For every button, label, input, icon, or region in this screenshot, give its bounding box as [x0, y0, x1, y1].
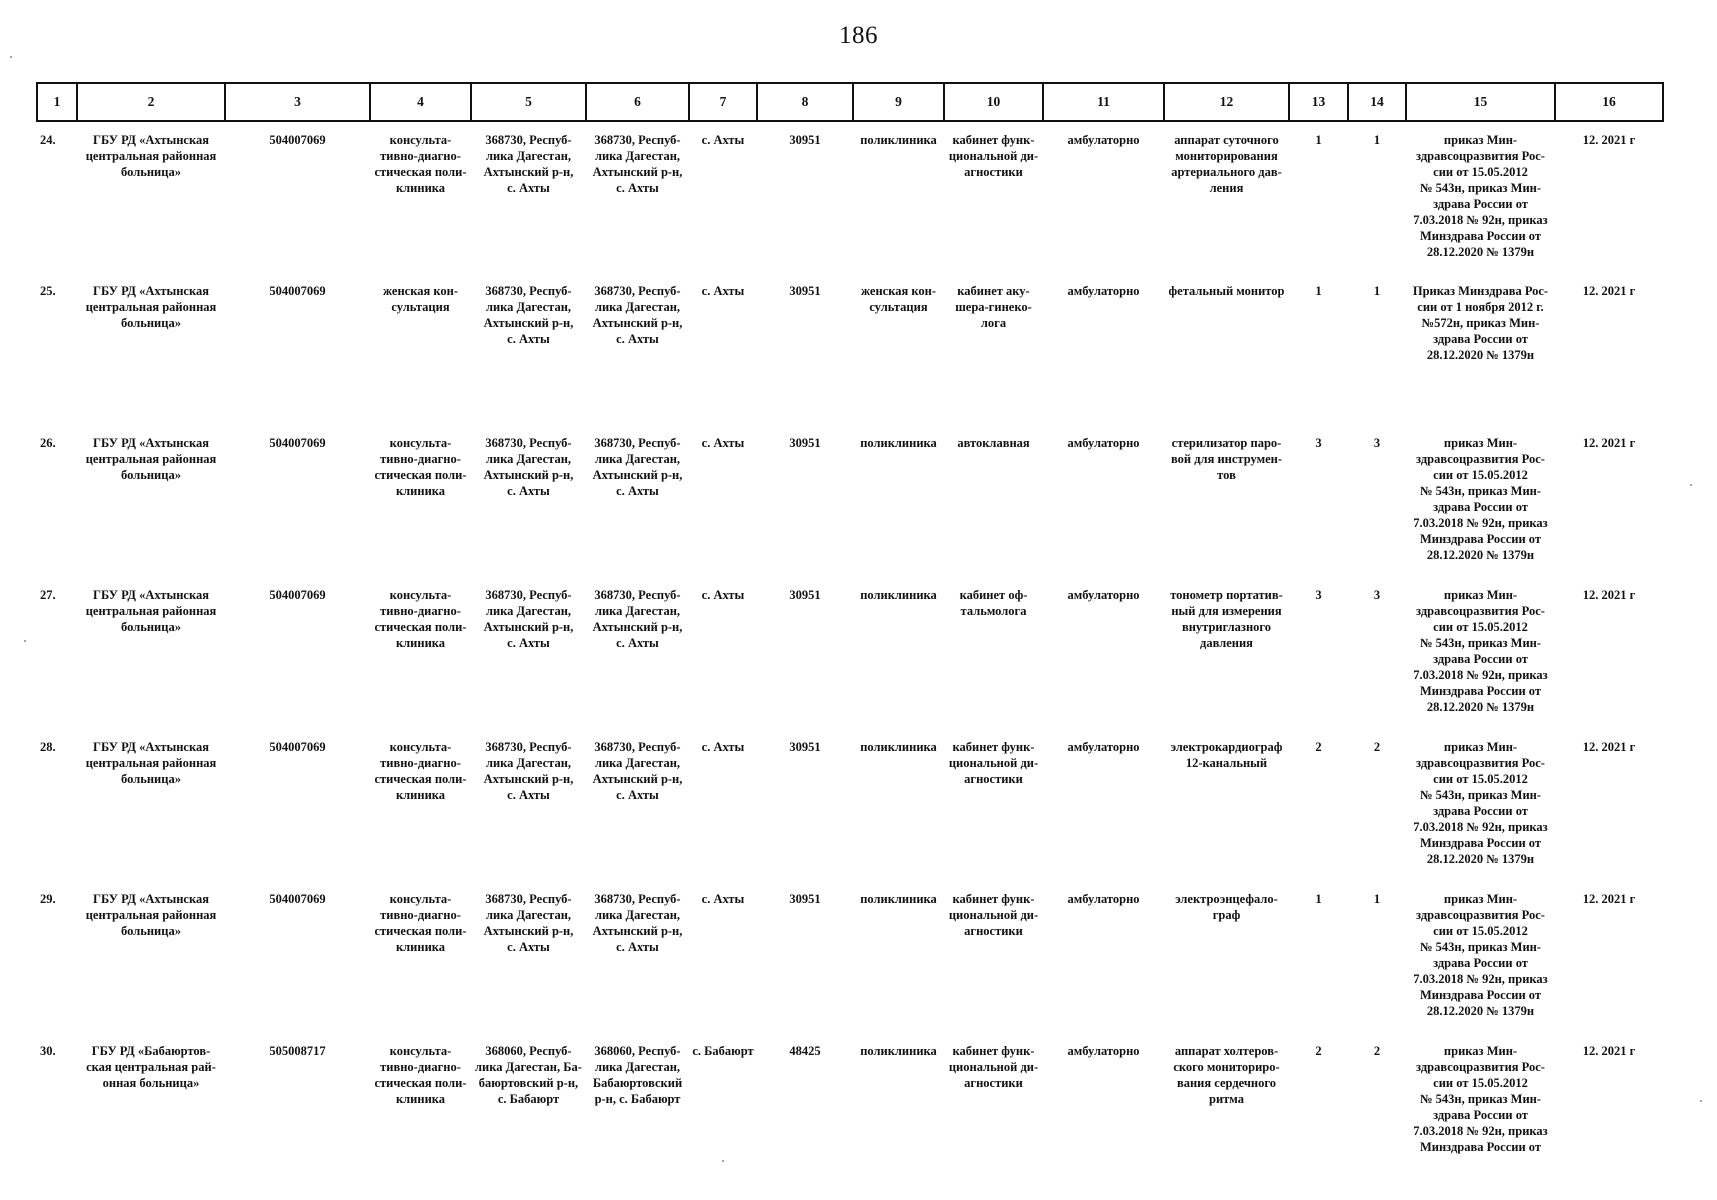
settlement: с. Ахты: [701, 133, 745, 147]
legal-basis: приказ Мин- здравсоцразвития Рос- сии от 15.05.2012 № 543н, приказ Мин- здрава России от 7.03.2018 № 92н, приказ Минздрава России от 28.12.2020 № 1379н: [1413, 892, 1548, 1018]
scan-speck: [1690, 484, 1692, 486]
header-cell: 16: [1555, 83, 1663, 121]
actual-address: 368730, Респуб- лика Дагестан, Ахтынский р-н, с. Ахты: [592, 588, 683, 650]
department: поликлиника: [860, 588, 937, 602]
equipment-name: электроэнцефало- граф: [1175, 892, 1278, 922]
quantity-planned: 1: [1373, 892, 1381, 906]
quantity-required: 3: [1315, 588, 1322, 602]
equipment-name: тонометр портатив- ный для измерения внутриглазного давления: [1170, 588, 1283, 650]
row-number: 27.: [40, 588, 56, 602]
care-mode: амбулаторно: [1067, 133, 1140, 147]
settlement: с. Ахты: [701, 740, 745, 754]
organization-name: ГБУ РД «Бабаюртов- ская центральная рай- онная больница»: [86, 1044, 216, 1090]
quantity-required: 1: [1315, 284, 1322, 298]
organization-name: ГБУ РД «Ахтынская центральная районная больница»: [85, 133, 217, 179]
row-number: 26.: [40, 436, 56, 450]
unit-name: консульта- тивно-диагно- стическая поли- клиника: [374, 588, 467, 650]
department: поликлиника: [860, 1044, 937, 1058]
organization-name: ГБУ РД «Ахтынская центральная районная больница»: [85, 284, 217, 330]
actual-address: 368730, Респуб- лика Дагестан, Ахтынский р-н, с. Ахты: [592, 892, 683, 954]
quantity-planned: 2: [1373, 1044, 1381, 1058]
header-cell: 10: [944, 83, 1043, 121]
deadline: 12. 2021 г: [1582, 284, 1636, 298]
quantity-required: 1: [1315, 892, 1322, 906]
care-mode: амбулаторно: [1067, 284, 1140, 298]
equipment-name: стерилизатор паро- вой для инструмен- тов: [1170, 436, 1282, 482]
actual-address: 368730, Респуб- лика Дагестан, Ахтынский р-н, с. Ахты: [592, 284, 683, 346]
equipment-name: аппарат суточного мониторирования артериального дав- ления: [1171, 133, 1282, 195]
register-table: [36, 82, 1664, 1173]
actual-address: 368730, Респуб- лика Дагестан, Ахтынский р-н, с. Ахты: [592, 133, 683, 195]
header-cell: 13: [1289, 83, 1348, 121]
settlement: с. Ахты: [701, 588, 745, 602]
room: кабинет функ- циональной ди- агностики: [948, 133, 1039, 179]
organization-code: 504007069: [269, 588, 326, 602]
settlement: с. Ахты: [701, 436, 745, 450]
register-table-wrap: [36, 82, 1662, 1173]
legal-address: 368730, Респуб- лика Дагестан, Ахтынский р-н, с. Ахты: [483, 284, 574, 346]
legal-address: 368060, Респуб- лика Дагестан, Ба- баюртовский р-н, с. Бабаюрт: [475, 1044, 582, 1106]
organization-code: 504007069: [269, 436, 326, 450]
equipment-name: фетальный монитор: [1168, 284, 1285, 298]
legal-basis: приказ Мин- здравсоцразвития Рос- сии от 15.05.2012 № 543н, приказ Мин- здрава России от 7.03.2018 № 92н, приказ Минздрава России от 28.12.2020 № 1379н: [1413, 133, 1548, 259]
header-cell: 3: [225, 83, 370, 121]
header-row: [37, 83, 1663, 121]
okato-code: 30951: [789, 436, 821, 450]
room: кабинет оф- тальмолога: [959, 588, 1028, 618]
table-row: [37, 577, 1663, 729]
quantity-planned: 1: [1373, 284, 1381, 298]
quantity-required: 1: [1315, 133, 1322, 147]
organization-code: 504007069: [269, 740, 326, 754]
equipment-name: электрокардиограф 12-канальный: [1170, 740, 1283, 770]
organization-code: 504007069: [269, 284, 326, 298]
actual-address: 368060, Респуб- лика Дагестан, Бабаюртовский р-н, с. Бабаюрт: [592, 1044, 683, 1106]
care-mode: амбулаторно: [1067, 1044, 1140, 1058]
deadline: 12. 2021 г: [1582, 892, 1636, 906]
header-cell: 11: [1043, 83, 1164, 121]
header-cell: 7: [689, 83, 757, 121]
organization-name: ГБУ РД «Ахтынская центральная районная больница»: [85, 740, 217, 786]
scan-speck: [24, 640, 26, 642]
actual-address: 368730, Респуб- лика Дагестан, Ахтынский р-н, с. Ахты: [592, 436, 683, 498]
quantity-planned: 2: [1373, 740, 1381, 754]
header-cell: 8: [757, 83, 853, 121]
okato-code: 30951: [789, 740, 821, 754]
legal-basis: приказ Мин- здравсоцразвития Рос- сии от 15.05.2012 № 543н, приказ Мин- здрава России от 7.03.2018 № 92н, приказ Минздрава России от 28.12.2020 № 1379н: [1413, 436, 1548, 562]
room: кабинет аку- шера-гинеко- лога: [955, 284, 1032, 330]
scan-speck: [10, 56, 12, 58]
quantity-planned: 3: [1373, 588, 1381, 602]
header-cell: 9: [853, 83, 944, 121]
deadline: 12. 2021 г: [1582, 740, 1636, 754]
header-cell: 12: [1164, 83, 1289, 121]
organization-code: 504007069: [269, 133, 326, 147]
unit-name: консульта- тивно-диагно- стическая поли- клиника: [374, 892, 467, 954]
okato-code: 48425: [789, 1044, 821, 1058]
scan-speck: [722, 1160, 724, 1162]
room: кабинет функ- циональной ди- агностики: [948, 740, 1039, 786]
unit-name: консульта- тивно-диагно- стическая поли- клиника: [374, 1044, 467, 1106]
legal-address: 368730, Респуб- лика Дагестан, Ахтынский р-н, с. Ахты: [483, 133, 574, 195]
care-mode: амбулаторно: [1067, 892, 1140, 906]
department: поликлиника: [860, 133, 937, 147]
quantity-required: 3: [1315, 436, 1322, 450]
deadline: 12. 2021 г: [1582, 588, 1636, 602]
row-number: 30.: [40, 1044, 56, 1058]
scan-speck: [1700, 1100, 1702, 1102]
okato-code: 30951: [789, 588, 821, 602]
row-number: 28.: [40, 740, 56, 754]
room: автоклавная: [957, 436, 1030, 450]
unit-name: женская кон- сультация: [383, 284, 458, 314]
unit-name: консульта- тивно-диагно- стическая поли- клиника: [374, 436, 467, 498]
header-cell: 5: [471, 83, 586, 121]
department: женская кон- сультация: [861, 284, 936, 314]
care-mode: амбулаторно: [1067, 588, 1140, 602]
header-cell: 4: [370, 83, 471, 121]
okato-code: 30951: [789, 892, 821, 906]
okato-code: 30951: [789, 284, 821, 298]
deadline: 12. 2021 г: [1582, 436, 1636, 450]
department: поликлиника: [860, 740, 937, 754]
care-mode: амбулаторно: [1067, 740, 1140, 754]
legal-address: 368730, Респуб- лика Дагестан, Ахтынский р-н, с. Ахты: [483, 740, 574, 802]
legal-address: 368730, Респуб- лика Дагестан, Ахтынский р-н, с. Ахты: [483, 892, 574, 954]
header-cell: 6: [586, 83, 689, 121]
legal-address: 368730, Респуб- лика Дагестан, Ахтынский р-н, с. Ахты: [483, 588, 574, 650]
table-row: [37, 121, 1663, 273]
room: кабинет функ- циональной ди- агностики: [948, 1044, 1039, 1090]
table-row: [37, 425, 1663, 577]
header-cell: 1: [37, 83, 77, 121]
row-number: 24.: [40, 133, 56, 147]
page-number: 186: [839, 22, 878, 49]
unit-name: консульта- тивно-диагно- стическая поли- клиника: [374, 133, 467, 195]
organization-name: ГБУ РД «Ахтынская центральная районная больница»: [85, 436, 217, 482]
legal-address: 368730, Респуб- лика Дагестан, Ахтынский р-н, с. Ахты: [483, 436, 574, 498]
settlement: с. Ахты: [701, 284, 745, 298]
organization-code: 504007069: [269, 892, 326, 906]
equipment-name: аппарат холтеров- ского мониториро- вания сердечного ритма: [1173, 1044, 1280, 1106]
organization-code: 505008717: [269, 1044, 326, 1058]
legal-basis: приказ Мин- здравсоцразвития Рос- сии от 15.05.2012 № 543н, приказ Мин- здрава России от 7.03.2018 № 92н, приказ Минздрава России от: [1413, 1044, 1548, 1154]
quantity-required: 2: [1315, 1044, 1322, 1058]
quantity-required: 2: [1315, 740, 1322, 754]
department: поликлиника: [860, 436, 937, 450]
care-mode: амбулаторно: [1067, 436, 1140, 450]
header-cell: 2: [77, 83, 225, 121]
okato-code: 30951: [789, 133, 821, 147]
department: поликлиника: [860, 892, 937, 906]
legal-basis: приказ Мин- здравсоцразвития Рос- сии от 15.05.2012 № 543н, приказ Мин- здрава России от 7.03.2018 № 92н, приказ Минздрава России от 28.12.2020 № 1379н: [1413, 740, 1548, 866]
organization-name: ГБУ РД «Ахтынская центральная районная больница»: [85, 588, 217, 634]
settlement: с. Бабаюрт: [692, 1044, 754, 1058]
organization-name: ГБУ РД «Ахтынская центральная районная больница»: [85, 892, 217, 938]
deadline: 12. 2021 г: [1582, 1044, 1636, 1058]
table-row: [37, 1033, 1663, 1173]
actual-address: 368730, Респуб- лика Дагестан, Ахтынский р-н, с. Ахты: [592, 740, 683, 802]
legal-basis: Приказ Минздрава Рос- сии от 1 ноября 2012 г. №572н, приказ Мин- здрава России от 28.12.2020 № 1379н: [1412, 284, 1549, 362]
table-row: [37, 881, 1663, 1033]
quantity-planned: 1: [1373, 133, 1381, 147]
table-row: [37, 729, 1663, 881]
quantity-planned: 3: [1373, 436, 1381, 450]
header-cell: 14: [1348, 83, 1406, 121]
table-body: [37, 121, 1663, 1173]
legal-basis: приказ Мин- здравсоцразвития Рос- сии от 15.05.2012 № 543н, приказ Мин- здрава России от 7.03.2018 № 92н, приказ Минздрава России от 28.12.2020 № 1379н: [1413, 588, 1548, 714]
row-number: 25.: [40, 284, 56, 298]
settlement: с. Ахты: [701, 892, 745, 906]
room: кабинет функ- циональной ди- агностики: [948, 892, 1039, 938]
row-number: 29.: [40, 892, 56, 906]
header-cell: 15: [1406, 83, 1555, 121]
unit-name: консульта- тивно-диагно- стическая поли- клиника: [374, 740, 467, 802]
table-row: [37, 273, 1663, 425]
table-header: [37, 83, 1663, 121]
deadline: 12. 2021 г: [1582, 133, 1636, 147]
